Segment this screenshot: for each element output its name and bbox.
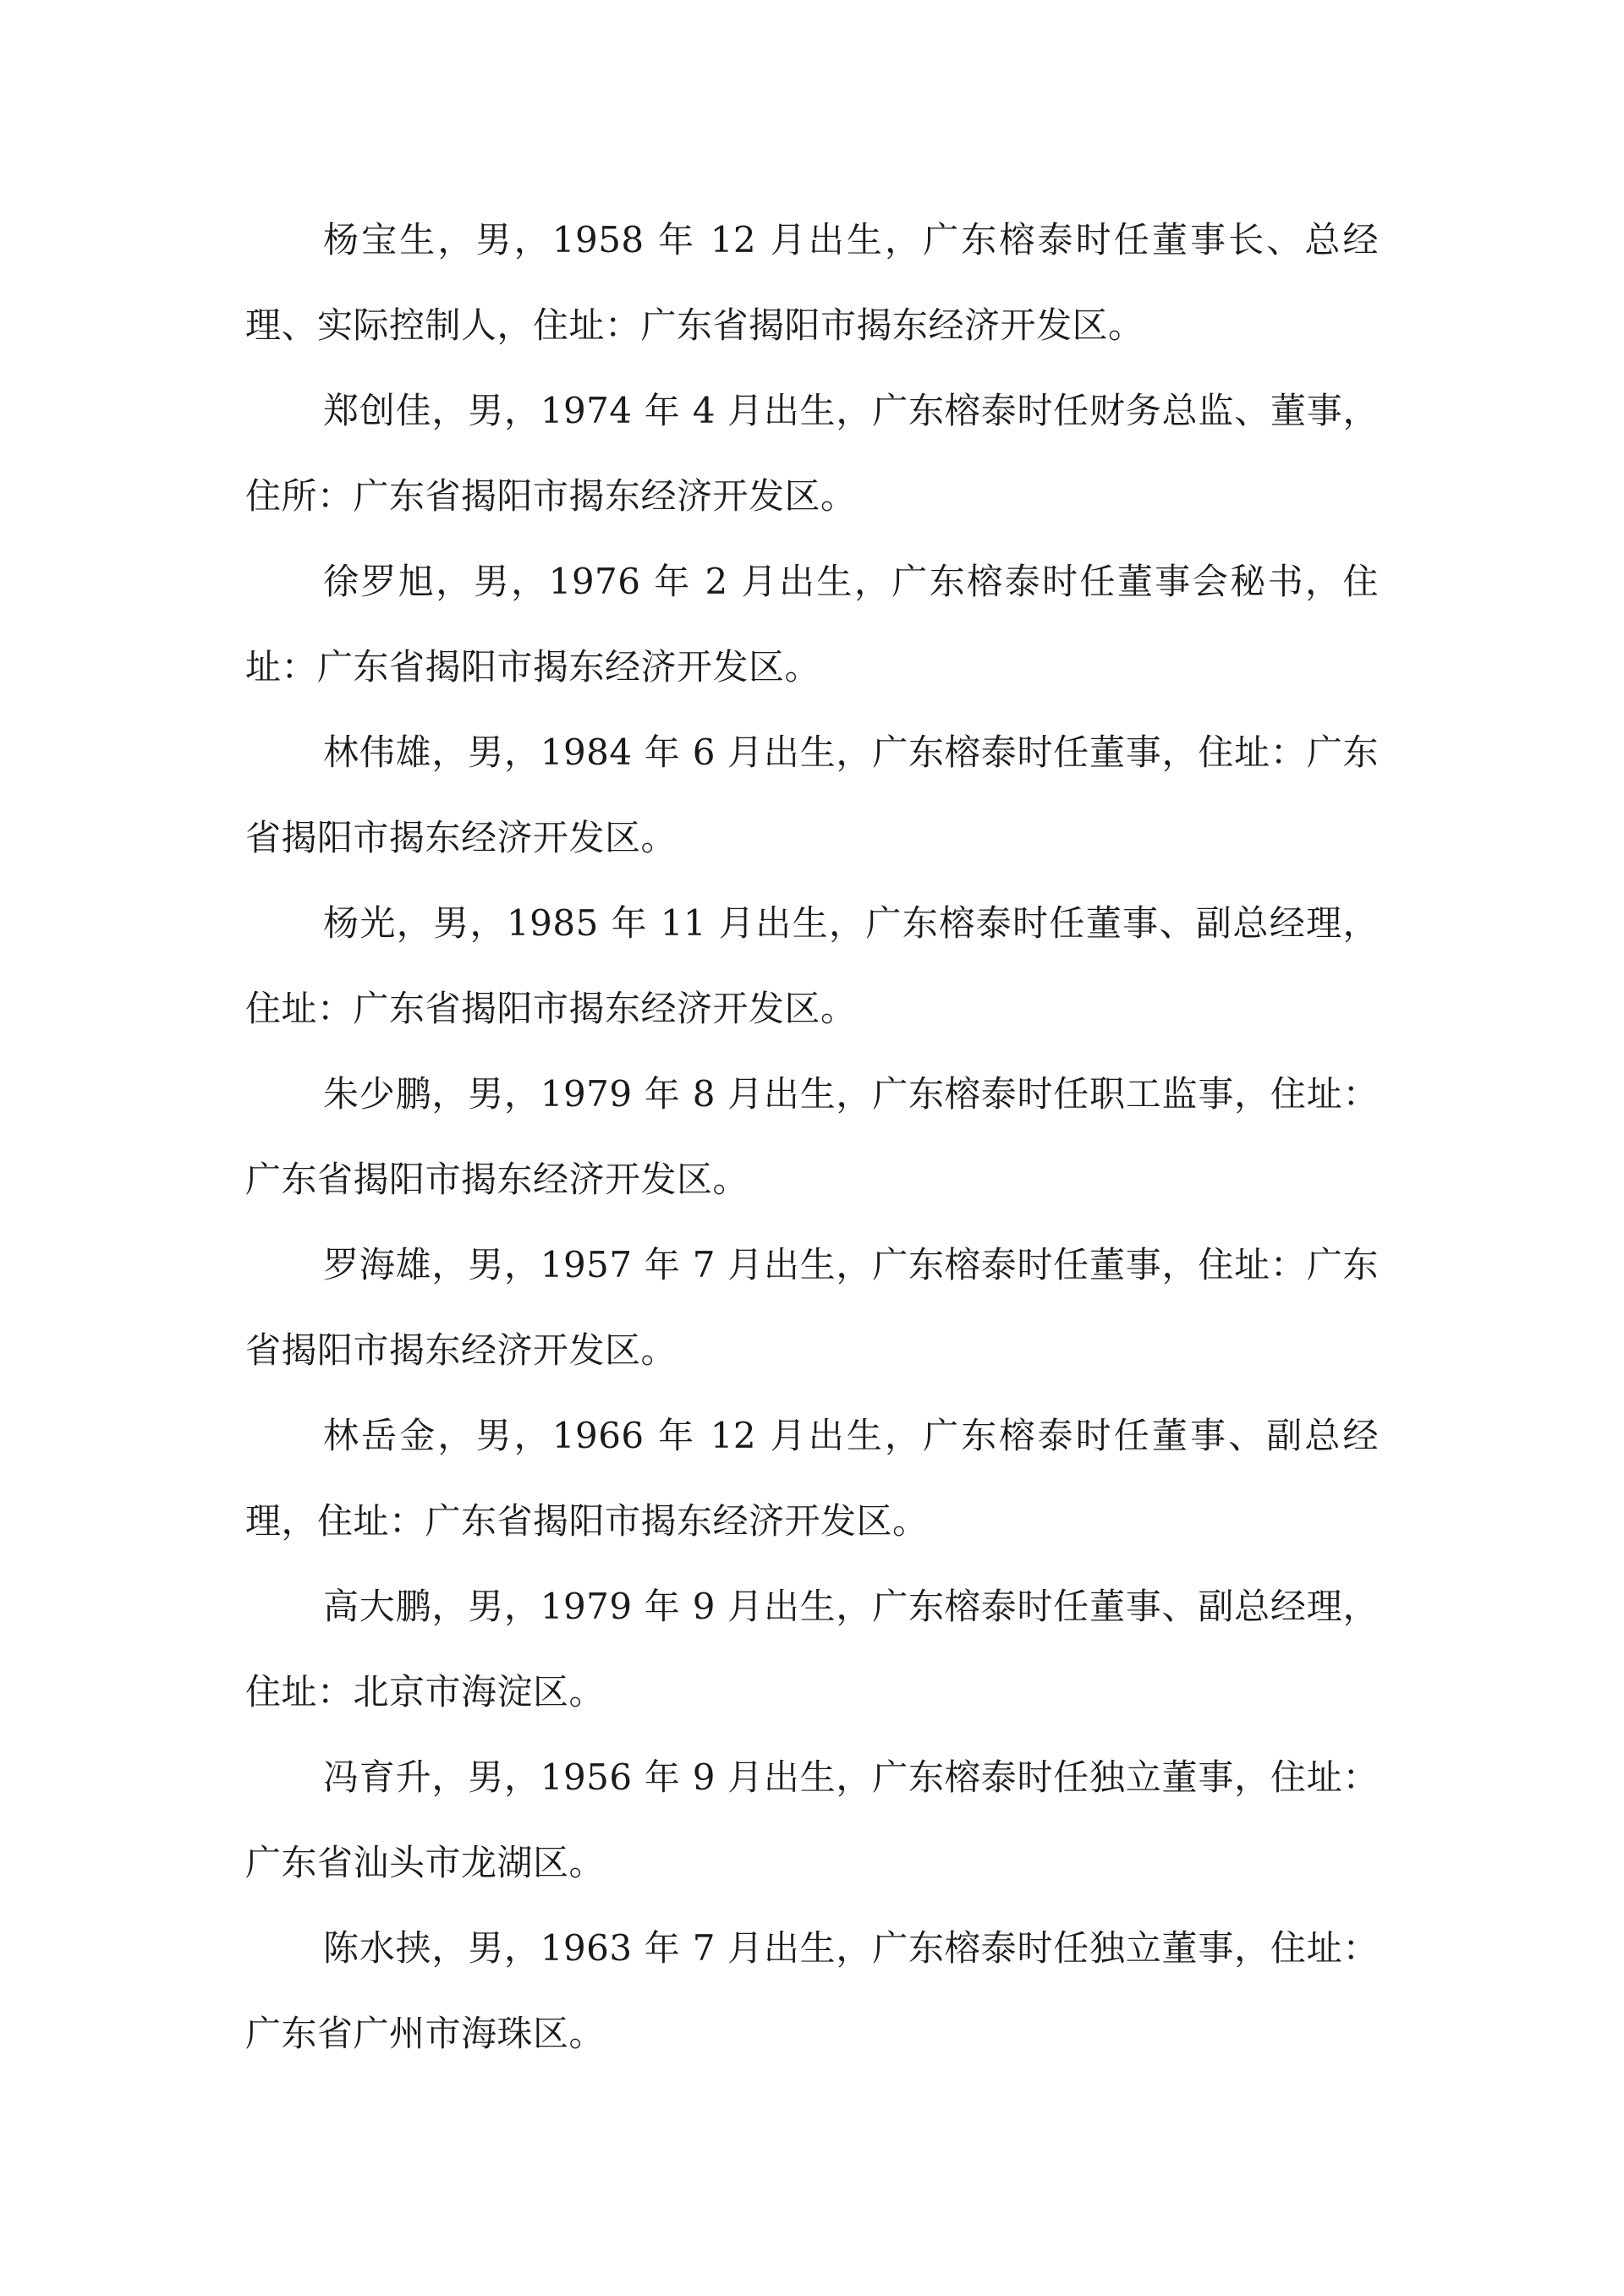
paragraph-lin-yuejin: 林岳金，男，1966 年 12 月出生，广东榕泰时任董事、副总经理，住址：广东省揭阳市揭东经济开发区。 <box>245 1415 1379 1542</box>
paragraph-zheng-chuangjia: 郑创佳，男，1974 年 4 月出生，广东榕泰时任财务总监、董事，住所：广东省揭阳市揭东经济开发区。 <box>245 390 1379 517</box>
paragraph-feng-yusheng: 冯育升，男，1956 年 9 月出生，广东榕泰时任独立董事，住址：广东省汕头市龙湖区。 <box>245 1756 1379 1883</box>
paragraph-yang-guang: 杨光，男，1985 年 11 月出生，广东榕泰时任董事、副总经理，住址：广东省揭阳市揭东经济开发区。 <box>245 902 1379 1029</box>
paragraph-zhu-shaopeng: 朱少鹏，男，1979 年 8 月出生，广东榕泰时任职工监事，住址：广东省揭阳市揭东经济开发区。 <box>245 1073 1379 1200</box>
document-body <box>245 197 1379 2076</box>
paragraph-xu-luoxu: 徐罗旭，男，1976 年 2 月出生，广东榕泰时任董事会秘书，住址：广东省揭阳市揭东经济开发区。 <box>245 561 1379 688</box>
paragraph-luo-haixiong: 罗海雄，男，1957 年 7 月出生，广东榕泰时任董事，住址：广东省揭阳市揭东经济开发区。 <box>245 1244 1379 1371</box>
paragraph-yang-baosheng: 杨宝生，男，1958 年 12 月出生，广东榕泰时任董事长、总经理、实际控制人，住址：广东省揭阳市揭东经济开发区。 <box>245 219 1379 346</box>
paragraph-lin-weixiong: 林伟雄，男，1984 年 6 月出生，广东榕泰时任董事，住址：广东省揭阳市揭东经济开发区。 <box>245 732 1379 858</box>
paragraph-gao-dapeng: 高大鹏，男，1979 年 9 月出生，广东榕泰时任董事、副总经理，住址：北京市海淀区。 <box>245 1586 1379 1712</box>
paragraph-chen-shuixie: 陈水挟，男，1963 年 7 月出生，广东榕泰时任独立董事，住址：广东省广州市海珠区。 <box>245 1927 1379 2054</box>
